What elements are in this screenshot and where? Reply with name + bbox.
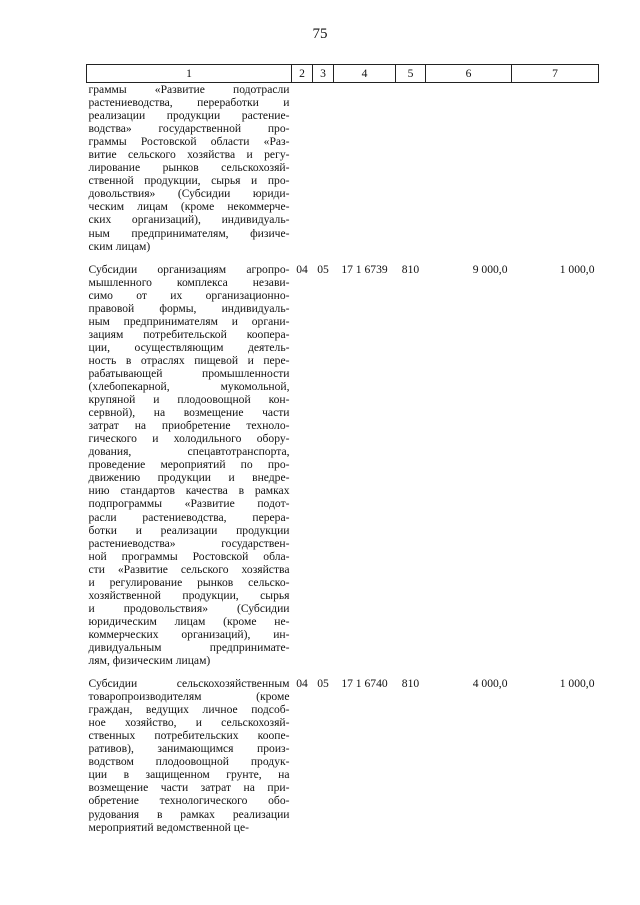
description-line: проведение мероприятий по про- [88,458,290,472]
description-line: крупяной и плодоовощной кон- [88,393,290,407]
section-code: 04 [296,677,308,691]
column-header-5: 5 [396,65,426,83]
description-line: ции, осуществляющим деятель- [88,340,290,354]
description-line: ным предпринимателям, физиче- [88,226,290,240]
description-line: растениеводства, переработки и [88,96,290,110]
description-line: подпрограммы «Развитие подот- [88,497,290,511]
page-number: 75 [312,26,328,42]
row-spacer [87,667,599,677]
description-line: расли растениеводства, перера- [88,510,290,524]
description-line: ственной продукции, сырья и про- [88,174,290,188]
column-header-2: 2 [292,65,313,83]
description-line: лям, физическим лицам) [88,654,211,668]
description-line: сти «Развитие сельского хозяйства [88,562,290,576]
section-code: 04 [296,262,308,276]
description-line: растениеводства» государствен- [88,536,290,550]
description-line: ность в отраслях пищевой и пере- [88,353,290,367]
row-description [87,677,292,834]
subsection-code: 05 [317,677,329,691]
expense-type-code: 810 [401,677,420,691]
description-line: рудования в рамках реализации [88,807,290,821]
description-line: (хлебопекарной, мукомольной, [88,380,290,394]
column-header-6: 6 [426,65,512,83]
description-line: нию стандартов качества в рамках [88,484,290,498]
amount-value: 4 000,0 [472,677,508,691]
description-line: граммы Ростовской области «Раз- [88,135,290,149]
description-line: товаропроизводителям (кроме [88,690,290,704]
row-spacer-cell [87,667,599,677]
description-line: Субсидии организациям агропро- [88,262,290,276]
table-row [87,677,599,834]
description-line: граждан, ведущих личное подсоб- [88,703,290,717]
description-line: возмещение части затрат на при- [88,781,290,795]
description-line: водством плодоовощной продук- [88,755,290,769]
description-line: симо от их организационно- [88,288,290,302]
subsection-code: 05 [317,262,329,276]
description-line: реализации продукции растение- [88,109,290,123]
expense-type-code [396,83,426,253]
subsection-code [313,83,334,253]
description-line: мероприятий ведомственной це- [88,820,249,834]
table-body [87,83,599,834]
description-line: и продовольствия» (Субсидии [88,601,290,615]
description-line: лирование рынков сельскохозяй- [88,161,290,175]
description-line: рабатывающей промышленности [88,366,290,380]
description-line: довольствия» (Субсидии юриди- [88,187,290,201]
row-spacer-cell [87,253,599,263]
description-line: ботки и реализации продукции [88,523,290,537]
target-article-code: 17 1 6739 [341,262,388,276]
description-line: мышленного комплекса незави- [88,275,290,289]
description-line: ственных потребительских коопе- [88,729,290,743]
description-line: граммы «Развитие подотрасли [88,83,290,96]
expense-type-code: 810 [401,262,420,276]
amount-value: 9 000,0 [472,262,508,276]
column-header-3: 3 [313,65,334,83]
description-line: ских организаций), индивидуаль- [88,213,290,227]
description-line: ным предпринимателям и органи- [88,314,290,328]
description-line: дивидуальным предпринимате- [88,640,290,654]
description-line: ческим лицам (кроме некоммерче- [88,200,290,214]
budget-table [86,64,599,834]
column-header-7: 7 [512,65,599,83]
description-line: гического и холодильного обору- [88,432,290,446]
description-line: ции в защищенном грунте, на [88,768,290,782]
row-spacer [87,253,599,263]
table-row [87,263,599,667]
target-article-code: 17 1 6740 [341,677,388,691]
description-line: и регулирование рынков сельско- [88,575,290,589]
target-article-code [334,83,396,253]
table-row [87,83,599,253]
description-line: ским лицам) [88,239,151,253]
amount-value-2: 1 000,0 [559,677,595,691]
row-description [87,83,292,253]
description-line: ное хозяйство, и сельскохозяй- [88,716,290,730]
column-header-4: 4 [334,65,396,83]
description-line: Субсидии сельскохозяйственным [88,677,290,691]
description-line: движению продукции и внедре- [88,471,290,485]
amount-value-2 [512,83,599,253]
description-line: зациям потребительской коопера- [88,327,290,341]
description-line: хозяйственной продукции, сырья [88,588,290,602]
description-line: правовой формы, индивидуаль- [88,301,290,315]
section-code [292,83,313,253]
description-line: дования, спецавтотранспорта, [88,445,290,459]
table-header [87,65,599,83]
description-line: затрат на приобретение техноло- [88,419,290,433]
description-line: водства» государственной про- [88,122,290,136]
row-description [87,263,292,667]
description-line: обретение технологического обо- [88,794,290,808]
description-line: витие сельского хозяйства и регу- [88,148,290,162]
column-header-1: 1 [87,65,292,83]
description-line: коммерческих организаций), ин- [88,627,290,641]
amount-value-2: 1 000,0 [559,262,595,276]
description-line: ной программы Ростовской обла- [88,549,290,563]
description-line: юридическим лицам (кроме не- [88,614,290,628]
description-line: ративов), занимающимся произ- [88,742,290,756]
amount-value [426,83,512,253]
description-line: сервной), на возмещение части [88,406,290,420]
